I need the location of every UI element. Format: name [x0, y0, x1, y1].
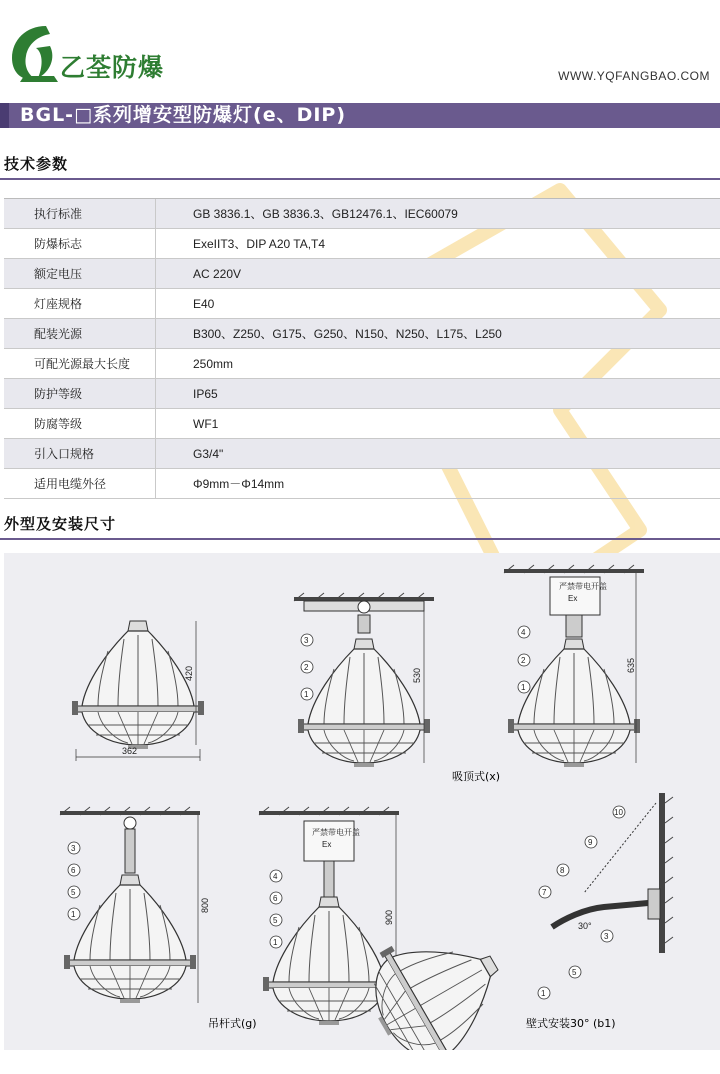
spec-table [4, 198, 720, 499]
spec-key: 防护等级 [4, 379, 156, 408]
svg-text:3: 3 [604, 932, 609, 941]
spec-row [4, 319, 720, 349]
caption-ceiling: 吸顶式(x) [452, 770, 501, 783]
spec-row [4, 409, 720, 439]
svg-text:1: 1 [71, 910, 76, 919]
spec-value: 250mm [193, 356, 234, 371]
spec-key: 灯座规格 [4, 289, 156, 318]
website-url[interactable]: WWW.YQFANGBAO.COM [558, 69, 710, 83]
svg-text:3: 3 [304, 636, 309, 645]
title-bar [0, 103, 720, 128]
spec-key: 额定电压 [4, 259, 156, 288]
dim-900: 900 [384, 909, 394, 925]
brand-name: 乙荃防爆 [60, 53, 165, 82]
page-title: BGL-□系列增安型防爆灯(e、DIP) [20, 104, 347, 126]
spec-value: AC 220V [193, 266, 242, 281]
svg-text:5: 5 [71, 888, 76, 897]
dim-362: 362 [122, 746, 138, 756]
spec-value: E40 [193, 296, 215, 311]
svg-text:2: 2 [521, 656, 526, 665]
spec-row [4, 229, 720, 259]
svg-text:1: 1 [521, 683, 526, 692]
dimensions-heading: 外型及安装尺寸 [4, 515, 117, 533]
spec-value: GB 3836.1、GB 3836.3、GB12476.1、IEC60079 [193, 207, 458, 221]
title-stripe [0, 103, 9, 128]
box-ex-label: Ex [322, 840, 332, 849]
svg-text:6: 6 [71, 866, 76, 875]
box-warning-text: 严禁带电开盖 [559, 582, 607, 591]
spec-row [4, 439, 720, 469]
svg-text:4: 4 [521, 628, 526, 637]
dim-530: 530 [412, 667, 422, 683]
svg-text:6: 6 [273, 894, 278, 903]
svg-text:3: 3 [71, 844, 76, 853]
dim-angle: 30° [578, 921, 592, 931]
caption-pendant: 吊杆式(g) [208, 1017, 257, 1030]
spec-key: 适用电缆外径 [4, 469, 156, 498]
svg-text:9: 9 [588, 838, 593, 847]
spec-key: 防爆标志 [4, 229, 156, 258]
svg-text:1: 1 [273, 938, 278, 947]
callout-group [301, 634, 313, 700]
spec-value: B300、Z250、G175、G250、N150、N250、L175、L250 [193, 327, 502, 341]
spec-value: WF1 [193, 416, 219, 431]
dimensions-divider [0, 538, 720, 540]
spec-value: IP65 [193, 386, 218, 401]
spec-row [4, 259, 720, 289]
spec-row [4, 199, 720, 229]
spec-key: 防腐等级 [4, 409, 156, 438]
spec-row [4, 469, 720, 499]
dim-800: 800 [200, 897, 210, 913]
spec-key: 可配光源最大长度 [4, 349, 156, 378]
svg-text:5: 5 [273, 916, 278, 925]
spec-value: Φ9mm－Φ14mm [193, 477, 285, 491]
installation-drawing [4, 553, 720, 1050]
logo-mark-icon [6, 18, 66, 88]
specs-divider [0, 178, 720, 180]
svg-text:8: 8 [560, 866, 565, 875]
spec-row [4, 289, 720, 319]
spec-key: 引入口规格 [4, 439, 156, 468]
svg-text:7: 7 [542, 888, 547, 897]
spec-value: ExeIIT3、DIP A20 TA,T4 [193, 237, 326, 251]
dim-635: 635 [626, 657, 636, 673]
box-ex-label: Ex [568, 594, 578, 603]
box-warning-text: 严禁带电开盖 [312, 828, 360, 837]
spec-key: 配装光源 [4, 319, 156, 348]
caption-wall: 壁式安装30° (b1) [526, 1017, 616, 1030]
spec-value: G3/4" [193, 446, 224, 461]
svg-text:4: 4 [273, 872, 278, 881]
installation-diagrams [4, 553, 720, 1050]
svg-text:1: 1 [541, 989, 546, 998]
svg-text:10: 10 [614, 808, 623, 817]
spec-row [4, 349, 720, 379]
dim-420: 420 [184, 665, 194, 681]
spec-row [4, 379, 720, 409]
svg-text:5: 5 [572, 968, 577, 977]
svg-text:2: 2 [304, 663, 309, 672]
svg-text:1: 1 [304, 690, 309, 699]
spec-key: 执行标准 [4, 199, 156, 228]
specs-heading: 技术参数 [4, 155, 69, 173]
